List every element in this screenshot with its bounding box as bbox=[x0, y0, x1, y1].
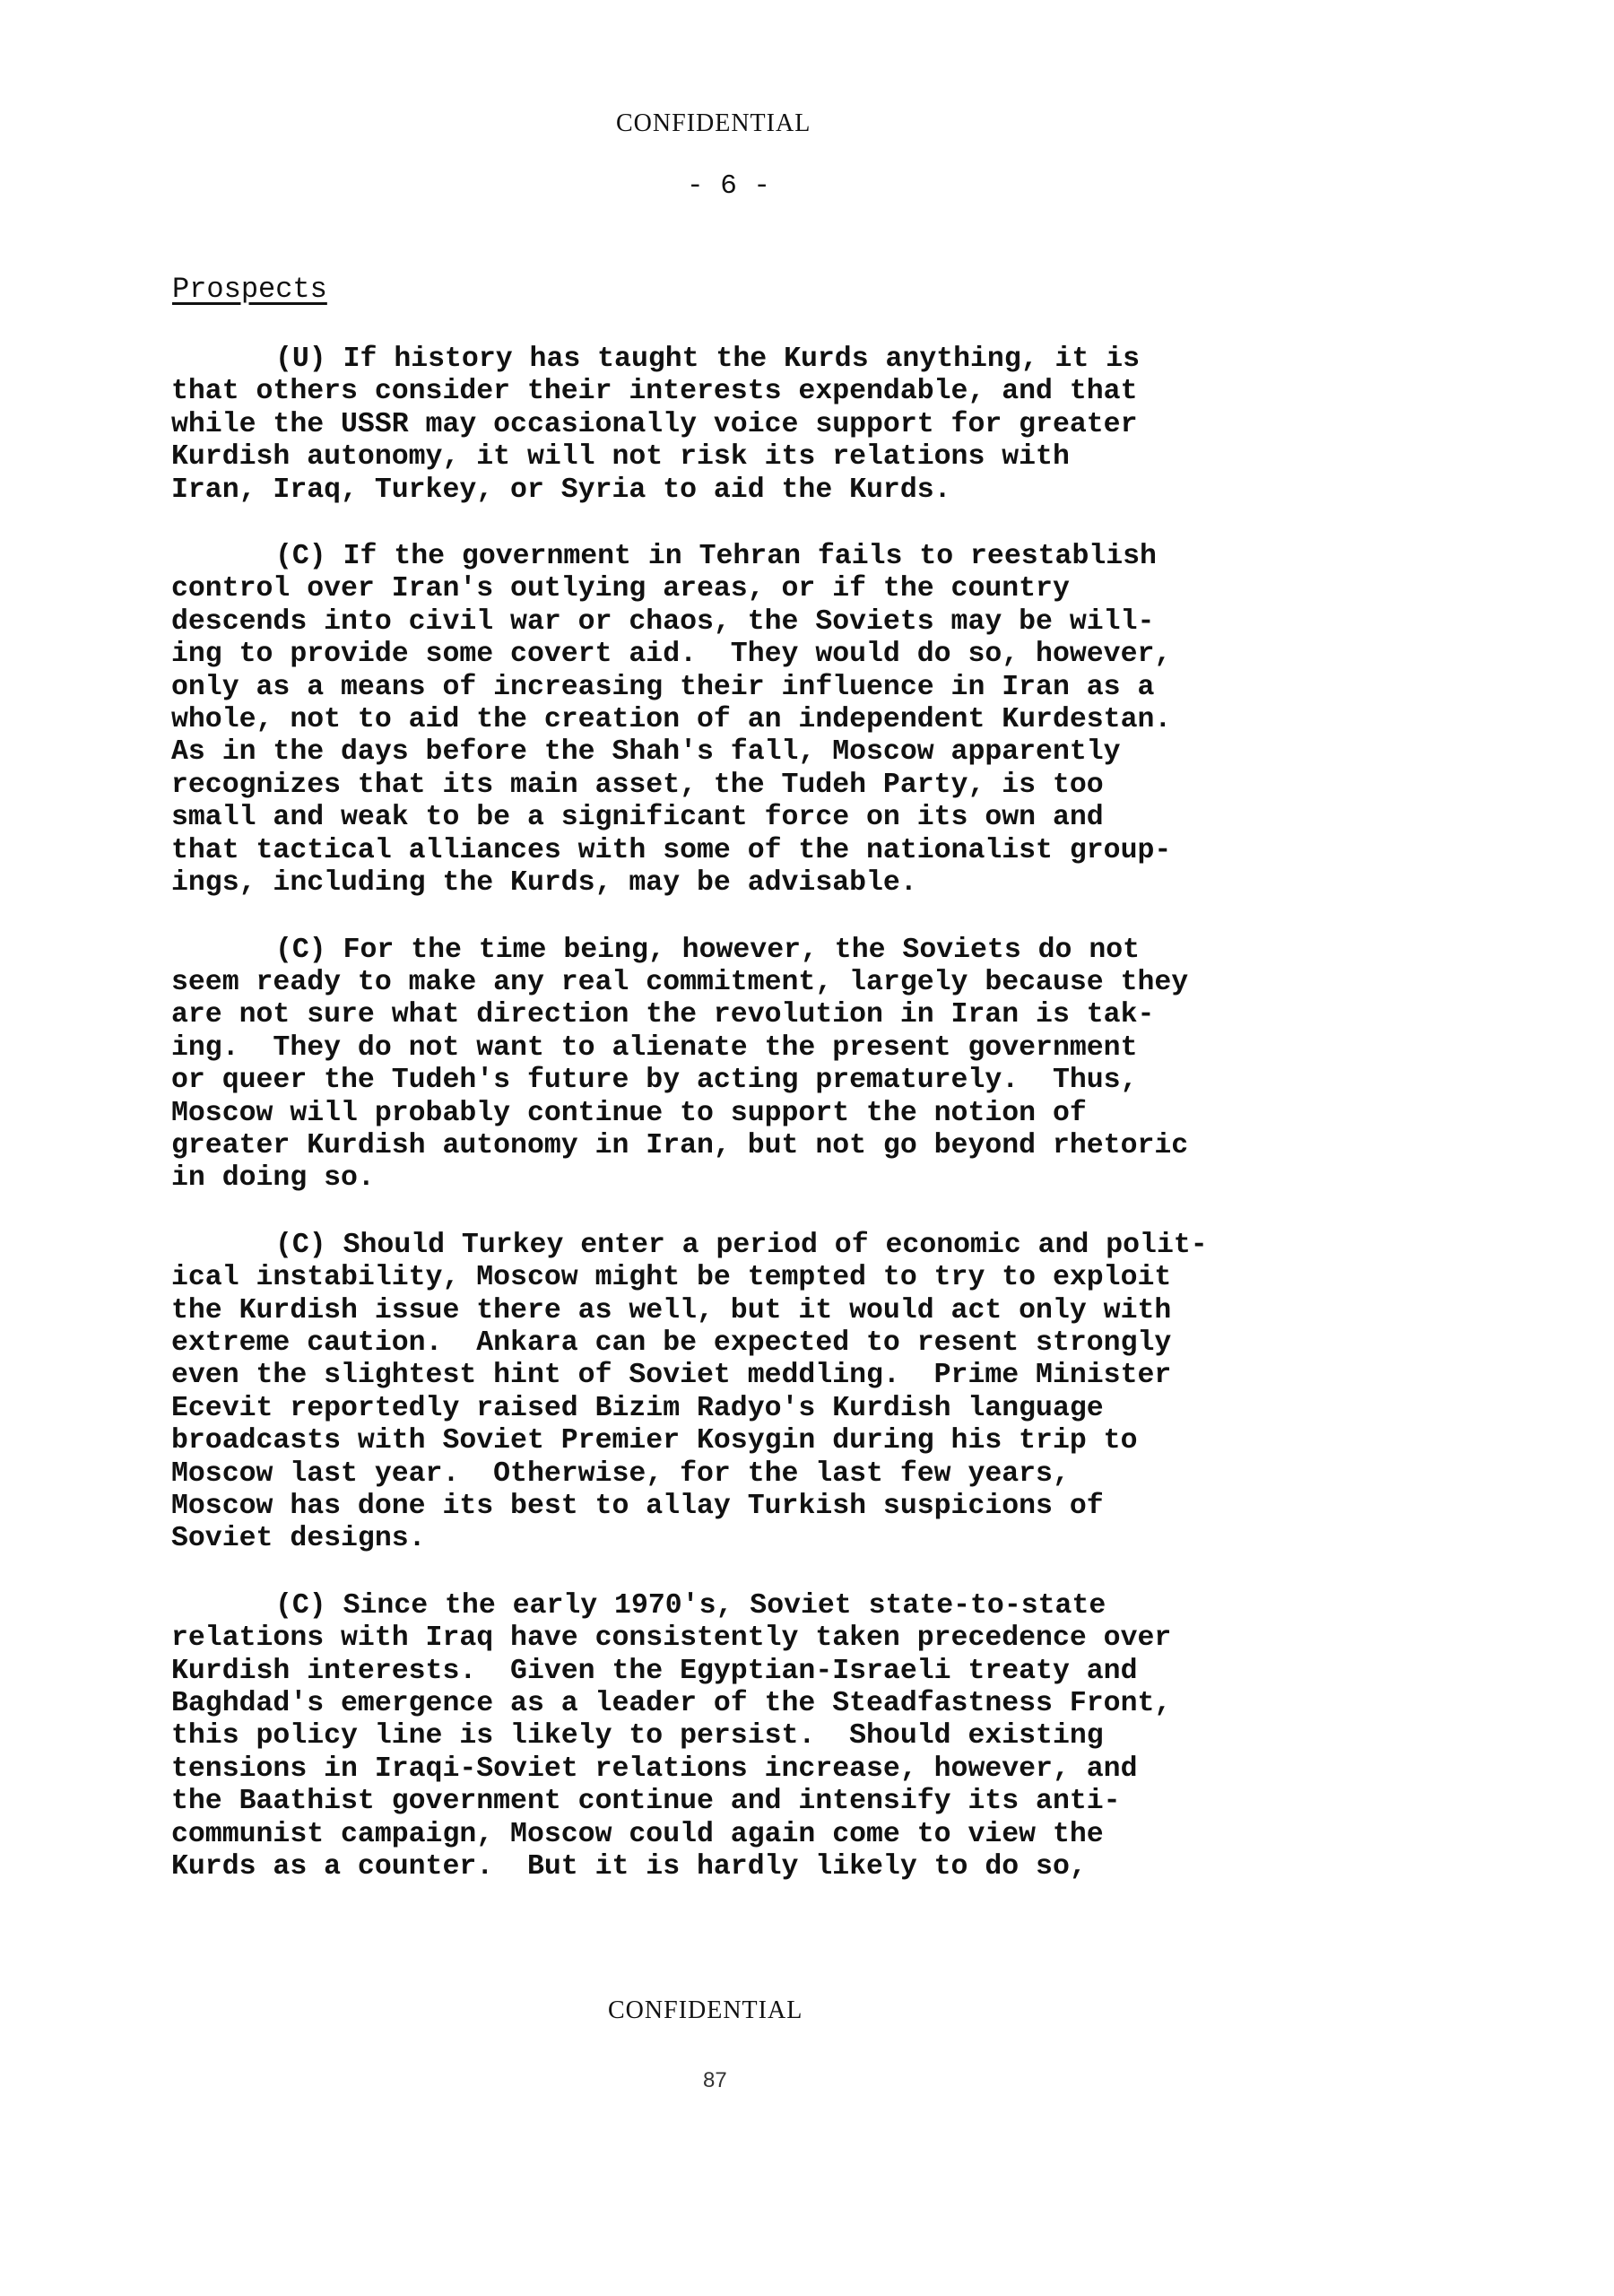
text-line: ings, including the Kurds, may be advisable. bbox=[171, 867, 917, 900]
section-heading: Prospects bbox=[172, 273, 327, 306]
text-line: extreme caution. Ankara can be expected to resent strongly bbox=[171, 1326, 1172, 1359]
text-line: this policy line is likely to persist. Should existing bbox=[171, 1720, 1104, 1752]
paragraph-1 bbox=[171, 344, 1427, 507]
text-line: control over Iran's outlying areas, or if the country bbox=[171, 573, 1070, 605]
text-line: that tactical alliances with some of the nationalist group- bbox=[171, 834, 1172, 866]
document-body bbox=[171, 344, 1427, 1918]
text-line: ing. They do not want to alienate the present government bbox=[171, 1031, 1138, 1064]
text-line: tensions in Iraqi-Soviet relations increase, however, and bbox=[171, 1752, 1138, 1785]
text-line: recognizes that its main asset, the Tudeh Party, is too bbox=[171, 769, 1104, 801]
text-line: even the slightest hint of Soviet meddling. Prime Minister bbox=[171, 1360, 1172, 1392]
paragraph-5 bbox=[171, 1590, 1427, 1884]
page-number-label: - 6 - bbox=[687, 170, 771, 202]
text-line: (C) For the time being, however, the Soviets do not bbox=[275, 934, 1141, 966]
text-line: broadcasts with Soviet Premier Kosygin during his trip to bbox=[171, 1425, 1138, 1457]
text-line: seem ready to make any real commitment, largely because they bbox=[171, 966, 1189, 998]
text-line: ical instability, Moscow might be tempted to try to exploit bbox=[171, 1262, 1172, 1294]
paragraph-3 bbox=[171, 935, 1427, 1196]
text-line: Baghdad's emergence as a leader of the Steadfastness Front, bbox=[171, 1688, 1172, 1720]
text-line: Kurds as a counter. But it is hardly likely to do so, bbox=[171, 1851, 1087, 1883]
text-line: ing to provide some covert aid. They would do so, however, bbox=[171, 639, 1172, 671]
text-line: relations with Iraq have consistently taken precedence over bbox=[171, 1622, 1172, 1655]
text-line: are not sure what direction the revolution in Iran is tak- bbox=[171, 999, 1155, 1031]
text-line: Moscow last year. Otherwise, for the last few years, bbox=[171, 1457, 1070, 1490]
text-line: that others consider their interests expendable, and that bbox=[171, 376, 1138, 408]
text-line: greater Kurdish autonomy in Iran, but not go beyond rhetoric bbox=[171, 1129, 1189, 1161]
text-line: small and weak to be a significant force on its own and bbox=[171, 802, 1104, 834]
text-line: (C) If the government in Tehran fails to reestablish bbox=[275, 541, 1157, 573]
text-line: Moscow will probably continue to support the notion of bbox=[171, 1097, 1087, 1129]
text-line: the Kurdish issue there as well, but it would act only with bbox=[171, 1294, 1172, 1326]
text-line: (U) If history has taught the Kurds anything, it is bbox=[275, 344, 1141, 375]
text-line: (C) Since the early 1970's, Soviet state-to-state bbox=[275, 1589, 1106, 1622]
text-line: (C) Should Turkey enter a period of economic and polit- bbox=[275, 1229, 1208, 1261]
text-line: Moscow has done its best to allay Turkish suspicions of bbox=[171, 1491, 1104, 1522]
text-line: Soviet designs. bbox=[171, 1523, 426, 1555]
text-line: descends into civil war or chaos, the Soviets may be will- bbox=[171, 605, 1155, 638]
text-line: Iran, Iraq, Turkey, or Syria to aid the Kurds. bbox=[171, 474, 951, 506]
text-line: only as a means of increasing their influence in Iran as a bbox=[171, 671, 1155, 703]
text-line: while the USSR may occasionally voice support for greater bbox=[171, 408, 1138, 440]
text-line: Kurdish interests. Given the Egyptian-Israeli treaty and bbox=[171, 1655, 1138, 1687]
text-line: whole, not to aid the creation of an independent Kurdestan. bbox=[171, 704, 1172, 736]
paragraph-4 bbox=[171, 1230, 1427, 1556]
text-line: As in the days before the Shah's fall, Moscow apparently bbox=[171, 736, 1121, 769]
text-line: Ecevit reportedly raised Bizim Radyo's Kurdish language bbox=[171, 1392, 1104, 1424]
text-line: the Baathist government continue and intensify its anti- bbox=[171, 1786, 1121, 1818]
text-line: Kurdish autonomy, it will not risk its relations with bbox=[171, 441, 1070, 474]
top-classification-marking: CONFIDENTIAL bbox=[616, 109, 811, 137]
text-line: or queer the Tudeh's future by acting prematurely. Thus, bbox=[171, 1065, 1138, 1097]
footer-page-number: 87 bbox=[703, 2068, 727, 2092]
paragraph-2 bbox=[171, 541, 1427, 900]
bottom-classification-marking: CONFIDENTIAL bbox=[608, 1996, 803, 2024]
text-line: in doing so. bbox=[171, 1162, 375, 1195]
text-line: communist campaign, Moscow could again come to view the bbox=[171, 1818, 1104, 1850]
